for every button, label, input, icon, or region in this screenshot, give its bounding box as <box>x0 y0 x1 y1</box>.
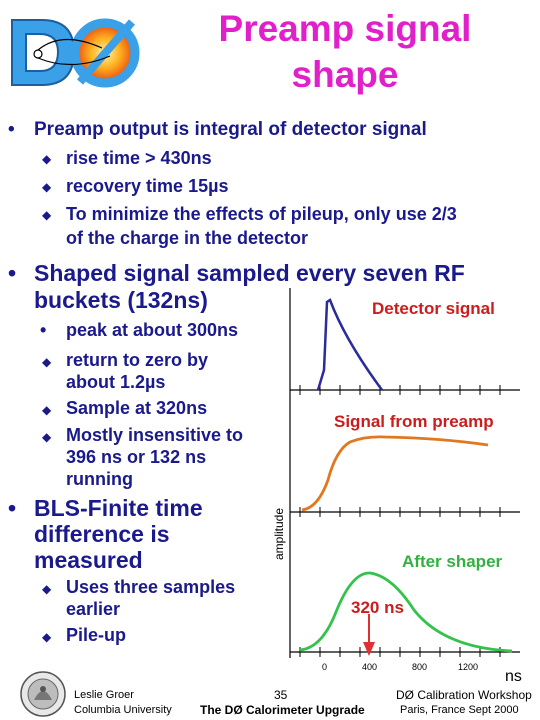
sub-bullet-3-1: Uses three samples <box>66 577 236 597</box>
footer-right-1: DØ Calibration Workshop <box>396 688 532 702</box>
x-unit-label: ns <box>505 668 522 685</box>
sub-bullet-1-3-cont: of the charge in the detector <box>66 228 309 248</box>
bullet-3-line-2: difference is <box>34 521 170 547</box>
bullet-marker-3: • <box>8 495 17 521</box>
panel-axis-preamp <box>290 507 520 517</box>
shaper-signal-label: After shaper <box>402 552 503 571</box>
sub-bullet-1-3: To minimize the effects of pileup, only use 2/3 <box>66 204 457 224</box>
bullet-3-line-3: measured <box>34 547 143 573</box>
y-axis-label: amplitude <box>272 507 286 560</box>
sub-bullet-3-2: Pile-up <box>66 625 127 645</box>
x-tick-label: 800 <box>412 662 428 672</box>
preamp-signal-curve <box>302 437 488 510</box>
sample-marker-arrow-icon <box>363 642 375 656</box>
bullet-marker-2: • <box>8 260 17 286</box>
sub-bullet-3-1-cont: earlier <box>66 599 121 619</box>
shaper-signal-curve <box>300 573 512 651</box>
sub-bullet-2-4-cont2: running <box>66 469 133 489</box>
footer-center: The DØ Calorimeter Upgrade <box>200 703 365 717</box>
sample-time-label: 320 ns <box>351 598 404 617</box>
page-number: 35 <box>274 688 288 702</box>
bullet-marker-1: • <box>8 119 15 140</box>
diamond-icon: ◆ <box>42 180 52 194</box>
bullet-marker-small: • <box>40 320 47 340</box>
footer-institution: Columbia University <box>74 704 172 716</box>
bullet-3-line-1: BLS-Finite time <box>34 495 203 521</box>
diamond-icon: ◆ <box>42 208 52 222</box>
diamond-icon: ◆ <box>42 430 52 444</box>
sub-bullet-1-1: rise time > 430ns <box>66 148 212 168</box>
footer-author: Leslie Groer <box>74 689 134 701</box>
sub-bullet-2-1: peak at about 300ns <box>66 320 239 340</box>
diamond-icon: ◆ <box>42 630 52 644</box>
sub-bullet-2-4-cont1: 396 ns or 132 ns <box>66 447 207 467</box>
title-line-2: shape <box>291 54 399 95</box>
title-line-1: Preamp signal <box>218 8 472 49</box>
diamond-icon: ◆ <box>42 355 52 369</box>
diamond-icon: ◆ <box>42 582 52 596</box>
sub-bullet-1-2: recovery time 15µs <box>66 176 229 196</box>
sub-bullet-2-2-cont: about 1.2µs <box>66 372 166 392</box>
panel-axis-detector <box>290 385 520 395</box>
x-tick-label: 400 <box>362 662 378 672</box>
bullet-1: Preamp output is integral of detector signal <box>34 119 427 140</box>
preamp-signal-label: Signal from preamp <box>334 412 494 431</box>
university-seal-icon <box>20 670 66 718</box>
diamond-icon: ◆ <box>42 403 52 417</box>
bullet-2-line-2: buckets (132ns) <box>34 287 208 313</box>
bullet-2-line-1: Shaped signal sampled every seven RF <box>34 260 465 286</box>
sub-bullet-2-2: return to zero by <box>66 350 209 370</box>
sub-bullet-2-3: Sample at 320ns <box>66 398 208 418</box>
sub-bullet-2-4: Mostly insensitive to <box>66 425 244 445</box>
footer-right-2: Paris, France Sept 2000 <box>400 704 519 716</box>
detector-signal-label: Detector signal <box>372 299 495 318</box>
x-tick-label: 0 <box>322 662 328 672</box>
x-tick-label: 1200 <box>458 662 479 672</box>
diamond-icon: ◆ <box>42 152 52 166</box>
